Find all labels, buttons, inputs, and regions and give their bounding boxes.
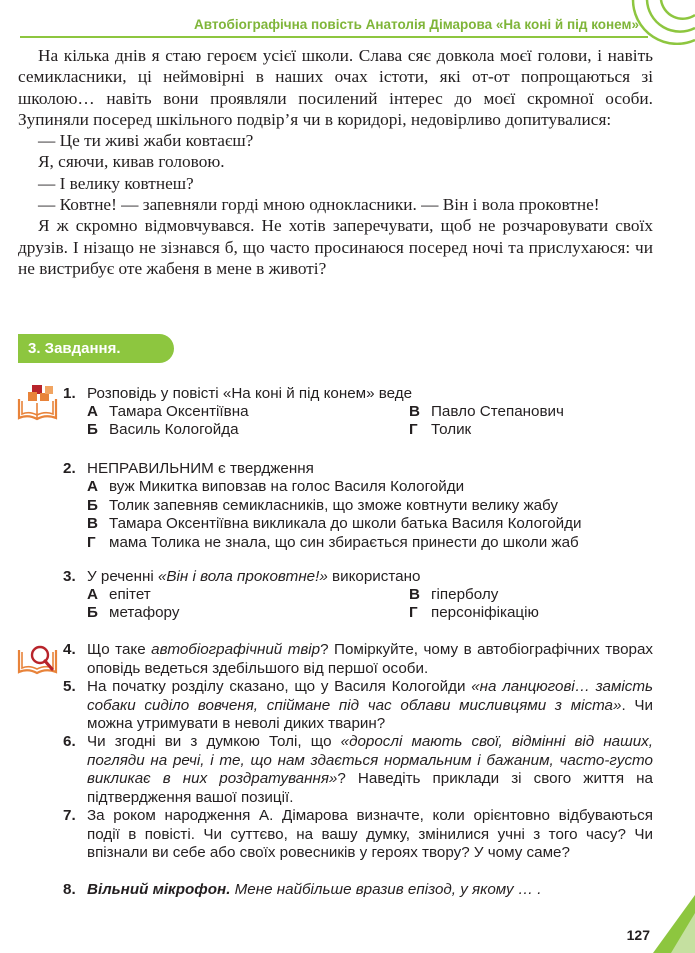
story-text: [18, 45, 653, 279]
section-title: 3. Завдання.: [18, 334, 174, 363]
running-header: Автобіографічна повість Анатолія Дімарова «На коні й під конем»: [193, 17, 639, 32]
question-number: 4.: [63, 641, 76, 658]
header-rule: [20, 36, 648, 38]
book-with-magnifier-icon: [16, 642, 60, 678]
question-text: Вільний мікрофон. Мене найбільше вразив епізод, у якому … .: [87, 881, 542, 898]
page-number: 127: [626, 927, 650, 943]
question-text: У реченні «Він і вола проковтне!» використано: [87, 568, 421, 585]
question-text: Чи згодні ви з думкою Толі, що «дорослі мають свої, відмінні від наших, погляди на речі, і те, що нам здається нормальним і бажаним, часто-густо викликає в них роздратування»? Наведіть приклади зі свого життя на підтвердження вашої позиції.: [87, 733, 653, 806]
question-text: На початку розділу сказано, що у Василя Кологойди «на ланцюгові… замість собаки сиділо вовченя, спіймане під час облави мисливцями з міста». Чи можна утримувати в неволі диких тварин?: [87, 678, 654, 732]
question-number: 6.: [63, 733, 76, 750]
question-number: 8.: [63, 881, 76, 898]
question-number: 5.: [63, 678, 76, 695]
answer-option: Г Толик: [409, 421, 472, 438]
answer-option: Б Василь Кологойда: [87, 421, 239, 438]
story-paragraph: Я, сяючи, кивав головою.: [38, 152, 225, 172]
question-number: 3.: [63, 568, 76, 585]
question-number: 7.: [63, 807, 76, 824]
story-paragraph: — Ковтне! — запевняли горді мною однокласники. — Він і вола проковтне!: [38, 195, 600, 215]
answer-option: А епітет: [87, 586, 151, 603]
answer-option: Б Толик запевняв семикласників, що зможе ковтнути велику жабу: [87, 497, 559, 514]
question-text: НЕПРАВИЛЬНИМ є твердження: [87, 460, 314, 477]
story-paragraph: На кілька днів я стаю героєм усієї школи. Слава сяє довкола моєї голови, і навіть семикласники, ці неймовірні в наших очах істоти, які от-от попрощаються зі школою… навіть вони проявляли посилений інтерес до моєї скромної особи. Зупиняли посеред шкільного подвір’я чи в коридорі, недовірливо допитувалися:: [18, 46, 653, 129]
question-text: Розповідь у повісті «На коні й під конем» веде: [87, 385, 413, 402]
story-paragraph: — Це ти живі жаби ковтаєш?: [38, 131, 254, 151]
answer-option: А вуж Микитка виповзав на голос Василя Кологойди: [87, 478, 465, 495]
question-text: За роком народження А. Дімарова визначте, коли орієнтовно відбуваються події в повісті. Чи суттєво, на вашу думку, змінилися учні з того часу? Чи впізнали ви себе або своїх ровесників у героях твору? У чому саме?: [87, 807, 653, 861]
answer-option: Б метафору: [87, 604, 180, 621]
question-number: 2.: [63, 460, 76, 477]
answer-option: Г мама Толика не знала, що син збирається принести до школи жаб: [87, 534, 579, 551]
answer-option: А Тамара Оксентіївна: [87, 403, 249, 420]
question-text: Що таке автобіографічний твір? Поміркуйте, чому в автобіографічних творах оповідь ведеться здебільшого від першої особи.: [87, 641, 654, 677]
answer-option: В гіперболу: [409, 586, 499, 603]
story-paragraph: Я ж скромно відмовчувався. Не хотів заперечувати, щоб не розчаровувати своїх друзів. І нізащо не зізнався б, що часто просинаюся посеред ночі та прислухаюся: чи не вистрибує оте жабеня в мене в животі?: [18, 216, 653, 278]
question-number: 1.: [63, 385, 76, 402]
book-with-blocks-icon: [16, 383, 60, 423]
answer-option: В Павло Степанович: [409, 403, 564, 420]
answer-option: Г персоніфікацію: [409, 604, 539, 621]
answer-option: В Тамара Оксентіївна викликала до школи батька Василя Кологойди: [87, 515, 582, 532]
story-paragraph: — І велику ковтнеш?: [38, 173, 194, 193]
corner-triangle-decoration: [635, 893, 695, 953]
